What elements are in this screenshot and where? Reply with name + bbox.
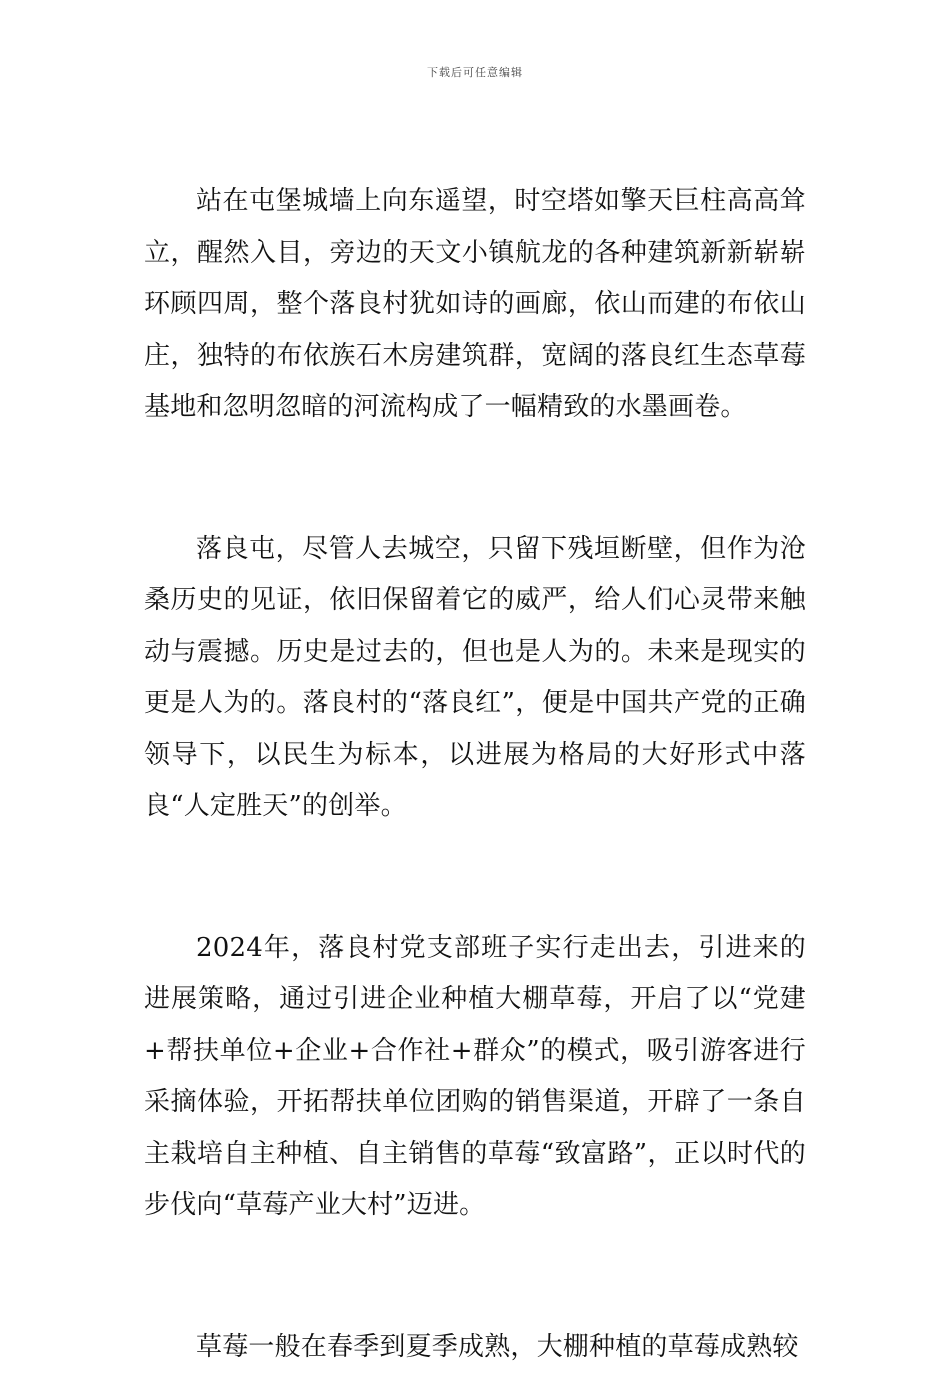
paragraph-4: 草莓一般在春季到夏季成熟，大棚种植的草莓成熟较 — [144, 1322, 806, 1373]
page-header-note: 下载后可任意编辑 — [0, 64, 950, 80]
document-body — [144, 176, 806, 1373]
paragraph-3: 2024年，落良村党支部班子实行走出去，引进来的进展策略，通过引进企业种植大棚草莓，开启了以“党建+帮扶单位+企业+合作社+群众”的模式，吸引游客进行采摘体验，开拓帮扶单位团购的销售渠道，开辟了一条自主栽培自主种植、自主销售的草莓“致富路”，正以时代的步伐向“草莓产业大村”迈进。 — [144, 923, 806, 1232]
paragraph-1: 站在屯堡城墙上向东遥望，时空塔如擎天巨柱高高耸立，醒然入目，旁边的天文小镇航龙的各种建筑新新崭崭环顾四周，整个落良村犹如诗的画廊，依山而建的布依山庄，独特的布依族石木房建筑群，宽阔的落良红生态草莓基地和忽明忽暗的河流构成了一幅精致的水墨画卷。 — [144, 176, 806, 434]
paragraph-2: 落良屯，尽管人去城空，只留下残垣断壁，但作为沧桑历史的见证，依旧保留着它的威严，给人们心灵带来触动与震撼。历史是过去的，但也是人为的。未来是现实的更是人为的。落良村的“落良红”，便是中国共产党的正确领导下，以民生为标本，以进展为格局的大好形式中落良“人定胜天”的创举。 — [144, 524, 806, 833]
